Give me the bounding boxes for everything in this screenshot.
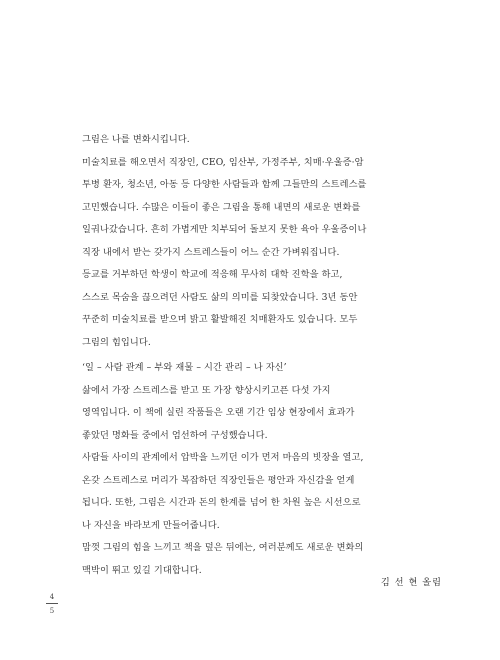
page-number-divider xyxy=(46,603,58,604)
paragraph-2 xyxy=(82,357,442,582)
paragraph-2-line: 좋았던 명화들 중에서 엄선하여 구성했습니다. xyxy=(82,429,268,441)
paragraph-1-line: 스스로 목숨을 끊으려던 사람도 삶의 의미를 되찾았습니다. 3년 동안 xyxy=(82,291,358,303)
paragraph-1-line: 등교를 거부하던 학생이 학교에 적응해 무사히 대학 진학을 하고, xyxy=(82,269,343,280)
paragraph-2-line: 맘껏 그림의 힘을 느끼고 책을 덮은 뒤에는, 여러분께도 새로운 변화의 xyxy=(82,542,364,553)
page-number-top: 4 xyxy=(49,593,55,601)
paragraph-2-line: 온갖 스트레스로 머리가 복잡하던 직장인들은 평안과 자신감을 얻게 xyxy=(82,474,355,486)
page-number-bottom: 5 xyxy=(49,607,55,615)
paragraph-2-line: 영역입니다. 이 책에 실린 작품들은 오랜 기간 임상 현장에서 효과가 xyxy=(82,407,355,418)
paragraph-2-line: 사람들 사이의 관계에서 압박을 느끼던 이가 먼저 마음의 빗장을 열고, xyxy=(82,452,364,463)
paragraph-1-line: 직장 내에서 받는 갖가지 스트레스들이 어느 순간 가벼워집니다. xyxy=(82,246,340,258)
author-signature: 김 선 현 올림 xyxy=(380,577,442,588)
paragraph-2-line: ‘일 – 사람 관계 – 부와 재물 – 시간 관리 – 나 자신’ xyxy=(82,362,287,373)
paragraph-2-line: 맥박이 뛰고 있길 기대합니다. xyxy=(82,564,202,576)
paragraph-1-line: 고민했습니다. 수많은 이들이 좋은 그림을 통해 내면의 새로운 변화를 xyxy=(82,201,361,213)
paragraph-1-line: 일궈나갔습니다. 흔히 가볍게만 치부되어 돌보지 못한 육아 우울증이나 xyxy=(82,224,367,235)
paragraph-1-line: 그림은 나를 변화시킵니다. xyxy=(82,134,190,145)
paragraph-1-line: 그림의 힘입니다. xyxy=(82,336,151,348)
paragraph-2-line: 삶에서 가장 스트레스를 받고 또 가장 향상시키고픈 다섯 가지 xyxy=(82,384,331,396)
paragraph-1-line: 미술치료를 해오면서 직장인, CEO, 임산부, 가정주부, 치매·우울증·암 xyxy=(82,156,364,168)
paragraph-1 xyxy=(82,129,442,354)
paragraph-1-line: 꾸준히 미술치료를 받으며 밝고 활발해진 치매환자도 있습니다. 모두 xyxy=(82,314,358,325)
paragraph-2-line: 됩니다. 또한, 그림은 시간과 돈의 한계를 넘어 한 차원 높은 시선으로 xyxy=(82,497,361,508)
paragraph-2-line: 나 자신을 바라보게 만들어줍니다. xyxy=(82,519,220,531)
paragraph-1-line: 투병 환자, 청소년, 아동 등 다양한 사람들과 함께 그들만의 스트레스를 xyxy=(82,179,367,190)
